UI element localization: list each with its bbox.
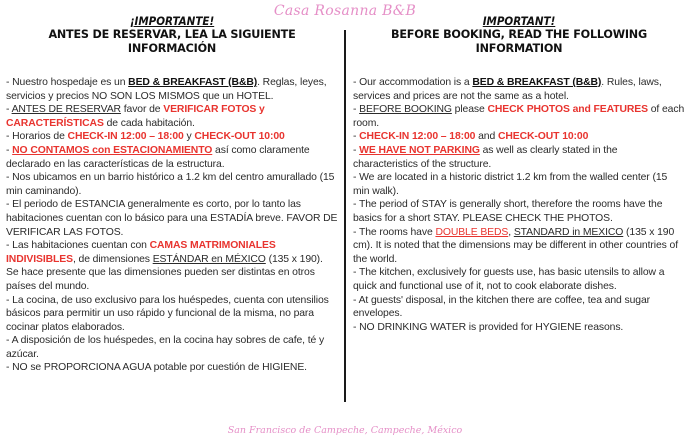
en-item-kitchen: - The kitchen, exclusively for guests use, has basic utensils to allow a quick and functional use of it, not to cook elaborate dishes.	[353, 267, 665, 292]
es-item-hours: - Horarios de CHECK-IN 12:00 – 18:00 y CHECK-OUT 10:00	[6, 131, 285, 143]
en-item-beds: - The rooms have DOUBLE BEDS, STANDARD in MEXICO (135 x 190 cm). It is noted that the dimensions may be different in other countries of the world.	[353, 226, 678, 265]
en-item-coffee: - At guests' disposal, in the kitchen there are coffee, tea and sugar envelopes.	[353, 294, 650, 320]
column-divider	[344, 30, 346, 402]
en-item-parking: - WE HAVE NOT PARKING as well as clearly stated in the characteristics of the structure.	[353, 144, 618, 170]
english-column	[353, 14, 685, 334]
es-item-beds: - Las habitaciones cuentan con CAMAS MATRIMONIALES INDIVISIBLES, de dimensiones ESTÁNDAR en MÉXICO (135 x 190). Se hace presente que las dimensiones pueden ser distintas en otros países del mundo.	[6, 240, 323, 292]
en-important-heading: IMPORTANT!	[482, 14, 556, 28]
en-item-location: - We are located in a historic district 1.2 km from the walled center (15 min walk).	[353, 172, 668, 197]
es-item-stay: - El periodo de ESTANCIA generalmente es corto, por lo tanto las habitaciones cuentan con lo básico para una ESTADÍA breve. FAVOR DE VERIFICAR LAS FOTOS.	[6, 199, 338, 238]
en-body	[353, 76, 685, 334]
en-item-water: - NO DRINKING WATER is provided for HYGIENE reasons.	[353, 321, 624, 333]
en-item-stay: - The period of STAY is generally short, therefore the rooms have the basics for a short STAY. PLEASE CHECK THE PHOTOS.	[353, 199, 663, 224]
en-item-hours: - CHECK-IN 12:00 – 18:00 and CHECK-OUT 10:00	[353, 131, 589, 143]
es-item-parking: - NO CONTAMOS con ESTACIONAMIENTO así como claramente declarado en las características de la estructura.	[6, 144, 310, 170]
spanish-column	[6, 14, 338, 375]
en-subtitle: BEFORE BOOKING, READ THE FOLLOWING INFORMATION	[391, 28, 647, 55]
es-item-bnb: - Nuestro hospedaje es un BED & BREAKFAST (B&B). Reglas, leyes, servicios y precios NO SON LOS MISMOS que un HOTEL.	[6, 77, 327, 102]
es-item-verify: - ANTES DE RESERVAR favor de VERIFICAR FOTOS y CARACTERÍSTICAS de cada habitación.	[6, 104, 265, 129]
es-item-coffee: - A disposición de los huéspedes, en la cocina hay sobres de cafe, té y azúcar.	[6, 335, 325, 360]
es-item-kitchen: - La cocina, de uso exclusivo para los huéspedes, cuenta con utensilios básicos para permitir un uso rápido y funcional de la misma, no para cocinar platos elaborados.	[6, 294, 329, 333]
footer-location: San Francisco de Campeche, Campeche, México	[227, 425, 463, 436]
en-item-bnb: - Our accommodation is a BED & BREAKFAST (B&B). Rules, laws, services and prices are not the same as a hotel.	[353, 77, 662, 102]
en-item-verify: - BEFORE BOOKING please CHECK PHOTOS and FEATURES of each room.	[353, 104, 685, 129]
brand-title: Casa Rosanna B&B	[273, 3, 417, 19]
es-subtitle: ANTES DE RESERVAR, LEA LA SIGUIENTE INFORMACIÓN	[48, 28, 296, 55]
es-item-water: - NO se PROPORCIONA AGUA potable por cuestión de HIGIENE.	[6, 362, 307, 374]
es-important-heading: ¡IMPORTANTE!	[129, 14, 215, 28]
es-item-location: - Nos ubicamos en un barrio histórico a 1.2 km del centro amurallado (15 min caminando).	[6, 172, 335, 197]
es-body	[6, 76, 338, 375]
